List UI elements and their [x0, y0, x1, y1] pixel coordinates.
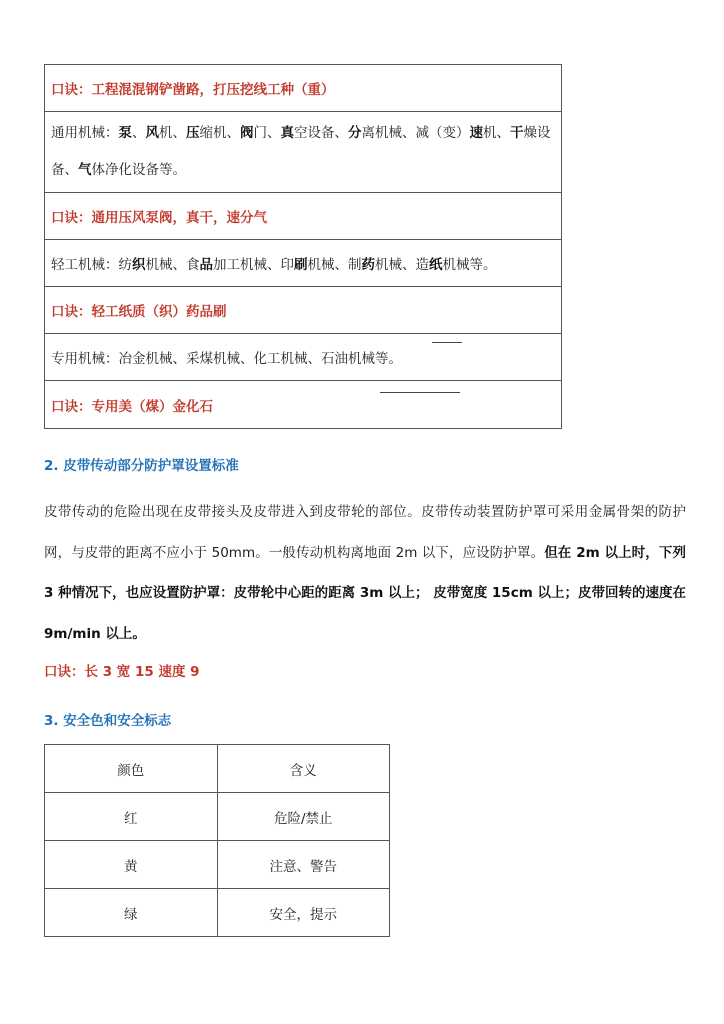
bold-text: 阀 — [240, 125, 254, 141]
bold-text: 真 — [280, 125, 294, 141]
bold-text: 品 — [199, 257, 213, 273]
mnemonic-table — [44, 64, 562, 429]
table-cell: 注意、警告 — [217, 841, 390, 889]
table-cell: 危险/禁止 — [217, 793, 390, 841]
table-header-cell: 颜色 — [45, 745, 218, 793]
text-run: 皮带传动的危险出现在皮带接头及皮带进入到皮带轮的部位。皮带传动装置防护罩可采用金属骨架的防护网，与皮带的距离不应小于 50mm。一般传动机构离地面 2m 以下，应设防护罩。 — [44, 504, 686, 561]
text-run: 通用机械： — [51, 125, 119, 141]
text-run: 空设备、 — [294, 125, 348, 141]
table-cell: 安全，提示 — [217, 889, 390, 937]
bold-text: 速 — [469, 125, 483, 141]
bold-text: 泵 — [118, 125, 132, 141]
table-cell: 黄 — [45, 841, 218, 889]
text-run: 、 — [132, 125, 146, 141]
text-run: 离机械、减（变） — [361, 125, 470, 141]
text-run: 机械、制 — [307, 257, 362, 273]
bold-text: 药 — [361, 257, 375, 273]
decorative-line — [432, 342, 462, 343]
mnemonic-line: 口诀：长 3 宽 15 速度 9 — [44, 664, 200, 680]
bold-text: 气 — [78, 162, 92, 178]
text-run: 机械、造 — [375, 257, 429, 273]
bold-text: 分 — [348, 125, 362, 141]
text-run: 门、 — [253, 125, 281, 141]
decorative-line — [380, 392, 460, 393]
table-cell: 绿 — [45, 889, 218, 937]
table-row — [45, 793, 390, 841]
paragraph — [44, 492, 686, 654]
mnemonic-row: 口诀：专用美（煤）金化石 — [51, 398, 213, 415]
bold-text: 压 — [186, 125, 200, 141]
bold-text: 风 — [145, 125, 159, 141]
bold-text: 纸 — [429, 257, 443, 273]
bold-text: 刷 — [294, 257, 308, 273]
text-run: 加工机械、印 — [213, 257, 294, 273]
table-cell: 红 — [45, 793, 218, 841]
table-row — [45, 841, 390, 889]
text-run: 燥设备、 — [51, 125, 551, 178]
mnemonic-row: 口诀：工程混混钢铲凿路，打压挖线工种（重） — [45, 65, 561, 112]
section-heading: 3. 安全色和安全标志 — [44, 713, 172, 729]
bold-text: 织 — [132, 257, 146, 273]
section-heading: 2. 皮带传动部分防护罩设置标准 — [44, 458, 239, 474]
text-run: 机、 — [483, 125, 510, 141]
mnemonic-row: 口诀：通用压风泵阀，真干，速分气 — [45, 193, 561, 240]
description-row — [45, 334, 561, 381]
text-run: 机、 — [159, 125, 186, 141]
mnemonic-row: 口诀：轻工纸质（织）药品刷 — [45, 287, 561, 334]
bold-text: 干 — [510, 125, 524, 141]
description-row — [45, 112, 561, 193]
table-header-row — [45, 745, 390, 793]
text-run: 机械等。 — [442, 257, 497, 273]
text-run: 缩机、 — [199, 125, 240, 141]
table-row — [45, 889, 390, 937]
description-row — [45, 240, 561, 287]
text-run: 轻工机械：纺 — [51, 257, 132, 273]
text-run: 体净化设备等。 — [91, 162, 186, 178]
text-run: 专用机械：冶金机械、采煤机械、化工机械、石油机械等。 — [51, 351, 402, 367]
safety-color-table — [44, 744, 390, 937]
text-run: 机械、食 — [145, 257, 200, 273]
table-header-cell: 含义 — [217, 745, 390, 793]
bold-text: 但在 2m 以上时，下列 3 种情况下，也应设置防护罩：皮带轮中心距的距离 3m 以上； 皮带宽度 15cm 以上；皮带回转的速度在 9m/min 以上。 — [44, 544, 686, 642]
